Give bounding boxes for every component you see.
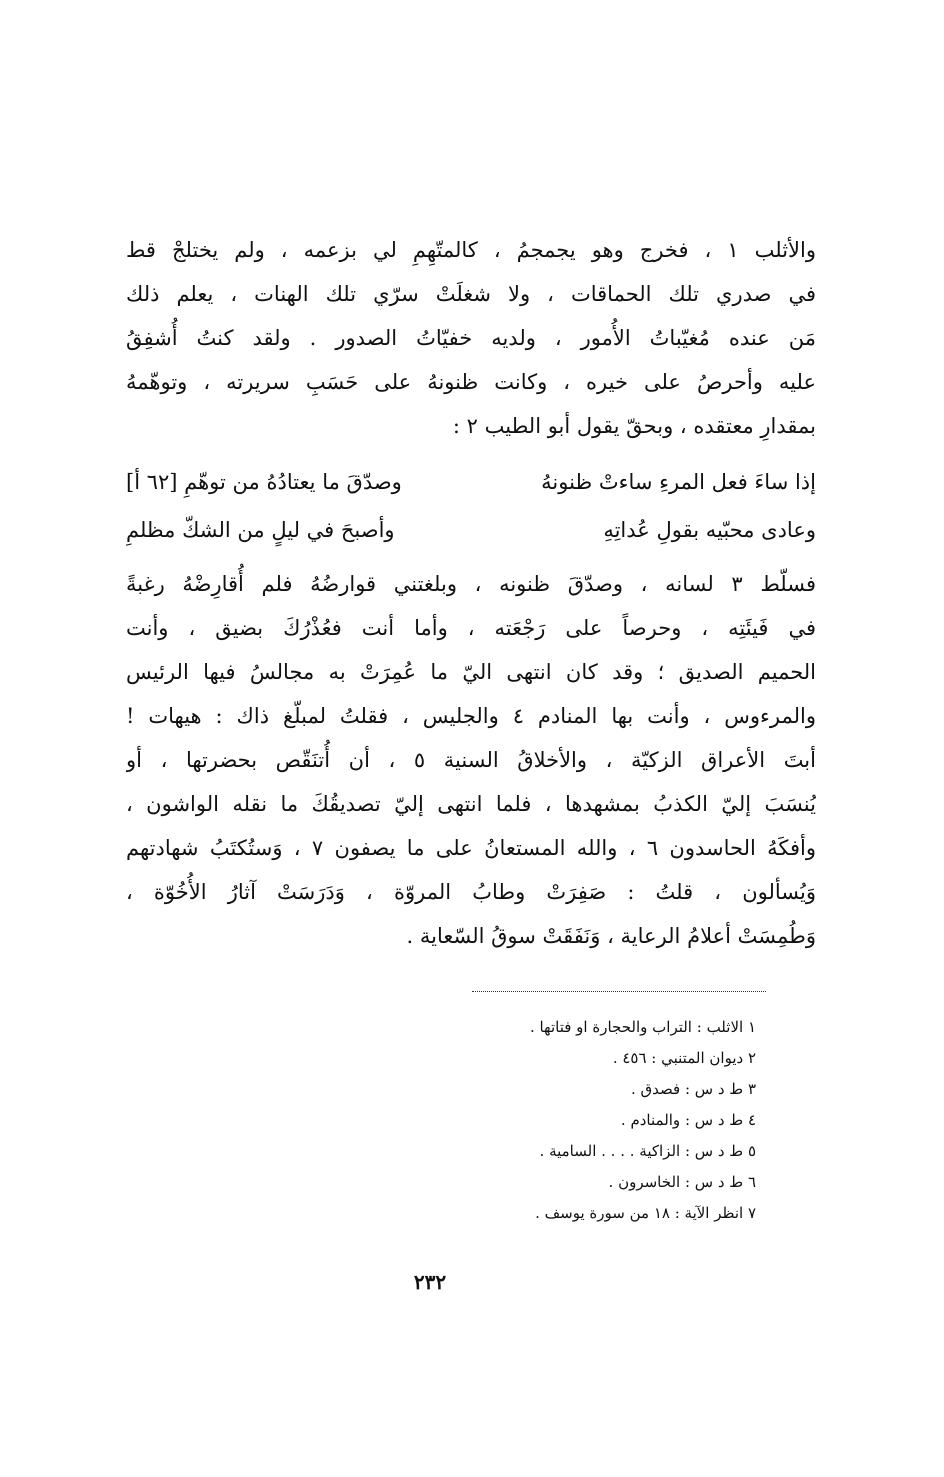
footnotes: [196, 1012, 756, 1229]
text-line: مَن عنده مُغيّباتُ الأُمور ، ولديه خفيّاتُ الصدور . ولقد كنتُ أُشفِقُ: [126, 326, 816, 350]
verse-first-hemistich: وعادى محبّيه بقولِ عُداتِهِ: [603, 518, 816, 542]
text-line: يُنسَبَ إليّ الكذبُ بمشهدها ، فلما انتهى إليّ تصديقُكَ ما نقله الواشون ،: [126, 792, 816, 816]
text-line: وَيُسألون ، قلتُ : صَفِرَتْ وطابُ المروّة ، وَدَرَسَتْ آثارُ الأُخُوّة ،: [126, 880, 816, 904]
text-line: وَطُمِسَتْ أعلامُ الرعاية ، وَنَفَقَتْ سوقُ السّعاية .: [406, 924, 816, 948]
text-line: الحميم الصديق ؛ وقد كان انتهى اليّ ما عُمِرَتْ به مجالسُ فيها الرئيس: [126, 660, 816, 684]
footnote: ١ الاثلب : التراب والحجارة او فتاتها .: [529, 1018, 756, 1036]
footnote-divider: [472, 991, 766, 992]
text-line: أبتَ الأعراق الزكيّة ، والأخلاقُ السنية ٥ ، أن أُتنَقّص بحضرتها ، أو: [126, 748, 816, 772]
text-line: وأفكَهُ الحاسدون ٦ ، والله المستعانُ على ما يصفون ٧ ، وَستُكتَبُ شهادتهم: [126, 836, 816, 860]
footnote: ٢ ديوان المتنبي : ٤٥٦ .: [612, 1049, 756, 1067]
poem-verses: [126, 458, 816, 554]
verse-first-hemistich: إذا ساءَ فعل المرءِ ساءتْ ظنونهُ: [541, 470, 816, 494]
body-paragraph-2: [126, 562, 816, 958]
verse: [126, 506, 816, 554]
text-line: عليه وأحرصُ على خيره ، وكانت ظنونهُ على حَسَبِ سريرته ، وتوهّمهُ: [126, 370, 816, 394]
body-paragraph-1: [126, 228, 816, 448]
text-line: فسلّط ٣ لسانه ، وصدّقَ ظنونه ، وبلغتني قوارضُهُ فلم أُقارِضْهُ رغبةً: [126, 572, 816, 596]
footnote: ٦ ط د س : الخاسرون .: [608, 1173, 756, 1191]
text-line: في صدري تلك الحماقات ، ولا شغلَتْ سرّي تلك الهنات ، يعلم ذلك: [126, 282, 816, 306]
page-number: ٢٣٢: [413, 1270, 447, 1294]
text-line: بمقدارِ معتقده ، وبحقّ يقول أبو الطيب ٢ :: [452, 414, 816, 438]
verse: [126, 458, 816, 506]
verse-second-hemistich: وصدّقَ ما يعتادُهُ من توهّمِ [٦٢ أ]: [126, 470, 402, 494]
text-line: والأثلب ١ ، فخرج وهو يجمجمُ ، كالمتّهِمِ لي بزعمه ، ولم يختلجْ قط: [126, 238, 816, 262]
footnote: ٧ انظر الآية : ١٨ من سورة يوسف .: [535, 1204, 756, 1222]
footnote: ٥ ط د س : الزاكية . . . . السامية .: [539, 1142, 756, 1160]
footnote: ٣ ط د س : فصدق .: [630, 1080, 756, 1098]
verse-second-hemistich: وأصبحَ في ليلٍ من الشكّ مظلمِ: [126, 518, 395, 542]
footnote: ٤ ط د س : والمنادم .: [620, 1111, 756, 1129]
text-line: والمرءوس ، وأنت بها المنادم ٤ والجليس ، فقلتُ لمبلّغ ذاك : هيهات !: [126, 704, 816, 728]
text-line: في فَيئَتِه ، وحرصاً على رَجْعَته ، وأما أنت فعُذْرُكَ بضيق ، وأنت: [126, 616, 816, 640]
